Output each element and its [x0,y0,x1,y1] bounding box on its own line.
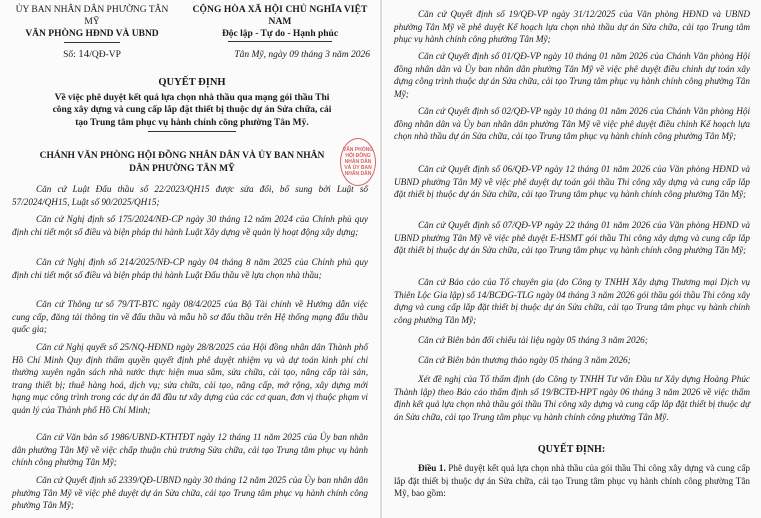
national-motto: Độc lập - Tự do - Hạnh phúc [221,29,339,39]
legal-basis-paragraph: Căn cứ Báo cáo của Tổ chuyên gia (do Công ty TNHH Xây dựng Thương mại Dịch vụ Thiên Lộc Gia lập) số 14/BCĐG-TLG ngày 04 tháng 3 năm 2026 gói thầu gói thầu Thi công xây dựng và cung cấp lắp đặt thiết bị thuộc dự án Sửa chữa, cải tạo Trung tâm phục vụ hành chính công phường Tân Mỹ; [394,277,750,325]
appraisal-proposal-paragraph: Xét đề nghị của Tổ thẩm định (do Công ty TNHH Tư vấn Đầu tư Xây dựng Hoàng Phúc Thành lập) theo Báo cáo thẩm định số 19/BCTĐ-HPT ngày 06 tháng 3 năm 2026 về việc thẩm định kết quả lựa chọn nhà thầu gói thầu Thi công xây dựng và cung cấp lắp đặt thiết bị thuộc dự án Sửa chữa, cải tạo Trung tâm phục vụ hành chính công phường Tân Mỹ. [394,374,750,422]
legal-basis-paragraph: Căn cứ Quyết định số 06/QĐ-VP ngày 12 tháng 01 năm 2026 của Văn phòng HĐND và UBND phường Tân Mỹ về việc phê duyệt dự toán gói thầu Thi công xây dựng và cung cấp lắp đặt thiết bị thuộc dự án Sửa chữa, cải tạo Trung tâm phục vụ hành chính công phường Tân Mỹ; [394,164,750,200]
legal-basis-paragraph: Căn cứ Quyết định số 07/QĐ-VP ngày 22 tháng 01 năm 2026 của Văn phòng HĐND và UBND phường Tân Mỹ về việc phê duyệt E-HSMT gói thầu Thi công xây dựng và cung cấp lắp đặt thiết bị thuộc dự án Sửa chữa, cải tạo Trung tâm phục vụ hành chính công phường Tân Mỹ; [394,220,750,256]
legal-basis-paragraph: Căn cứ Quyết định số 02/QĐ-VP ngày 10 tháng 01 năm 2026 của Chánh Văn phòng Hội đồng nhân dân và Ủy ban nhân dân phường Tân Mỹ về việc phê duyệt điều chỉnh Kế hoạch lựa chọn nhà thầu dự án Sửa chữa, cải tạo Trung tâm phục vụ hành chính công phường Tân Mỹ; [394,106,750,142]
agency-name: VĂN PHÒNG HĐND VÀ UBND [25,29,159,39]
subject-line-1: Về việc phê duyệt kết quả lựa chọn nhà thầu qua mạng gói thầu Thi [54,92,330,103]
document-number-value: 14 [78,48,90,60]
legal-basis-paragraph: Căn cứ Biên bản thương thảo ngày 05 tháng 3 năm 2026; [418,355,631,365]
issuing-agency-header [8,4,176,61]
issue-date: Tân Mỹ, ngày 09 tháng 3 năm 2026 [234,50,370,60]
title-underline [148,131,236,132]
document-title [20,77,364,132]
decision-heading: QUYẾT ĐỊNH: [537,444,606,455]
legal-basis-paragraph: Căn cứ Nghị quyết số 25/NQ-HĐND ngày 28/8/2025 của Hội đồng nhân dân Thành phố Hồ Chí Minh Quy định thẩm quyền quyết định phê duyệt nhiệm vụ và dự toán kinh phí chi thường xuyên ngân sách nhà nước thực hiện mua sắm, sửa chữa, cải tạo, nâng cấp tài sản, trang thiết bị; thuê hàng hoá, dịch vụ; sửa chữa, cải tạo, nâng cấp, mở rộng, xây dựng mới hạng mục công trình trong các dự án đã đầu tư xây dựng của các cơ quan, đơn vị thuộc phạm vi quản lý của Thành phố Hồ Chí Minh; [12,342,368,415]
authority-line-1: CHÁNH VĂN PHÒNG HỘI ĐỒNG NHÂN DÂN VÀ ỦY BAN NHÂN [39,151,325,161]
red-seal-stamp: VĂN PHÒNG HỘI ĐỒNG NHÂN DÂN VÀ ỦY BAN NHÂN DÂN [340,138,376,186]
article-1-paragraph [394,462,750,500]
national-motto-header [182,4,378,61]
right-page [382,0,761,518]
subject-line-2: công xây dựng và cung cấp lắp đặt thiết bị thuộc dự án Sửa chữa, cải [52,105,332,115]
legal-basis-paragraph: Căn cứ Quyết định số 01/QĐ-VP ngày 10 tháng 01 năm 2026 của Chánh Văn phòng Hội đồng nhân dân và Ủy ban nhân dân phường Tân Mỹ về việc phê duyệt điều chỉnh dự toán xây dựng công trình thuộc dự án Sửa chữa, cải tạo Trung tâm phục vụ hành chính công phường Tân Mỹ; [394,51,750,99]
legal-basis-paragraph: Căn cứ Biên bản đối chiếu tài liệu ngày 05 tháng 3 năm 2026; [418,335,648,345]
legal-basis-paragraph: Căn cứ Nghị định số 175/2024/NĐ-CP ngày 30 tháng 12 năm 2024 của Chính phủ quy định chi tiết một số điều và biện pháp thi hành Luật Xây dựng về quản lý hoạt động xây dựng; [12,214,368,237]
legal-basis-paragraph: Căn cứ Quyết định số 19/QĐ-VP ngày 31/12/2025 của Văn phòng HĐND và UBND phường Tân Mỹ về phê duyệt Kế hoạch lựa chọn nhà thầu dự án Sửa chữa, cải tạo Trung tâm phục vụ hành chính công phường Tân Mỹ; [394,9,750,45]
legal-basis-paragraph: Căn cứ Văn bản số 1986/UBND-KTHTĐT ngày 12 tháng 11 năm 2025 của Ủy ban nhân dân phường Tân Mỹ về việc chấp thuận chủ trương Sửa chữa, cải tạo Trung tâm phục vụ hành chính công phường Tân Mỹ; [12,432,368,468]
document-type: QUYẾT ĐỊNH [158,77,226,88]
agency-parent-name: ỦY BAN NHÂN DÂN PHƯỜNG TÂN MỸ [15,5,169,27]
legal-basis-paragraph: Căn cứ Thông tư số 79/TT-BTC ngày 08/4/2025 của Bộ Tài chính về Hướng dẫn việc cung cấp, đăng tải thông tin về đấu thầu và mẫu hồ sơ đấu thầu trên Hệ thống mạng đấu thầu quốc gia; [12,299,368,335]
subject-line-3: tạo Trung tâm phục vụ hành chính công phường Tân Mỹ. [75,117,309,128]
country-name: CỘNG HÒA XÃ HỘI CHỦ NGHĨA VIỆT NAM [192,5,368,27]
header-underline [64,42,120,43]
authority-line-2: DÂN PHƯỜNG TÂN MỸ [129,164,235,174]
motto-underline [228,41,332,42]
document-number-suffix: /QĐ-VP [89,50,121,60]
legal-basis-paragraph: Căn cứ Quyết định số 2339/QĐ-UBND ngày 30 tháng 12 năm 2025 của Ủy ban nhân dân phường Tân Mỹ về việc phê duyệt dự án Sửa chữa, cải tạo Trung tâm phục vụ hành chính công phường Tân Mỹ; [12,475,368,511]
article-1-label: Điều 1. [418,463,446,473]
document-number [8,48,176,61]
article-1-text: Phê duyệt kết quả lựa chọn nhà thầu của gói thầu Thi công xây dựng và cung cấp lắp đặt thiết bị thuộc dự án Sửa chữa, cải tạo Trung tâm phục vụ hành chính công phường Tân Mỹ, bao gồm: [394,463,750,499]
issuing-authority [24,150,340,176]
legal-basis-paragraph: Căn cứ Nghị định số 214/2025/NĐ-CP ngày 04 tháng 8 năm 2025 của Chính phủ quy định chi tiết một số điều và biện pháp thi hành Luật Đấu thầu về lựa chọn nhà thầu; [12,257,368,280]
legal-basis-paragraph: Căn cứ Luật Đấu thầu số 22/2023/QH15 được sửa đổi, bổ sung bởi Luật số 57/2024/QH15, Luật số 90/2025/QH15; [12,184,368,207]
document-number-prefix: Số: [63,50,76,60]
